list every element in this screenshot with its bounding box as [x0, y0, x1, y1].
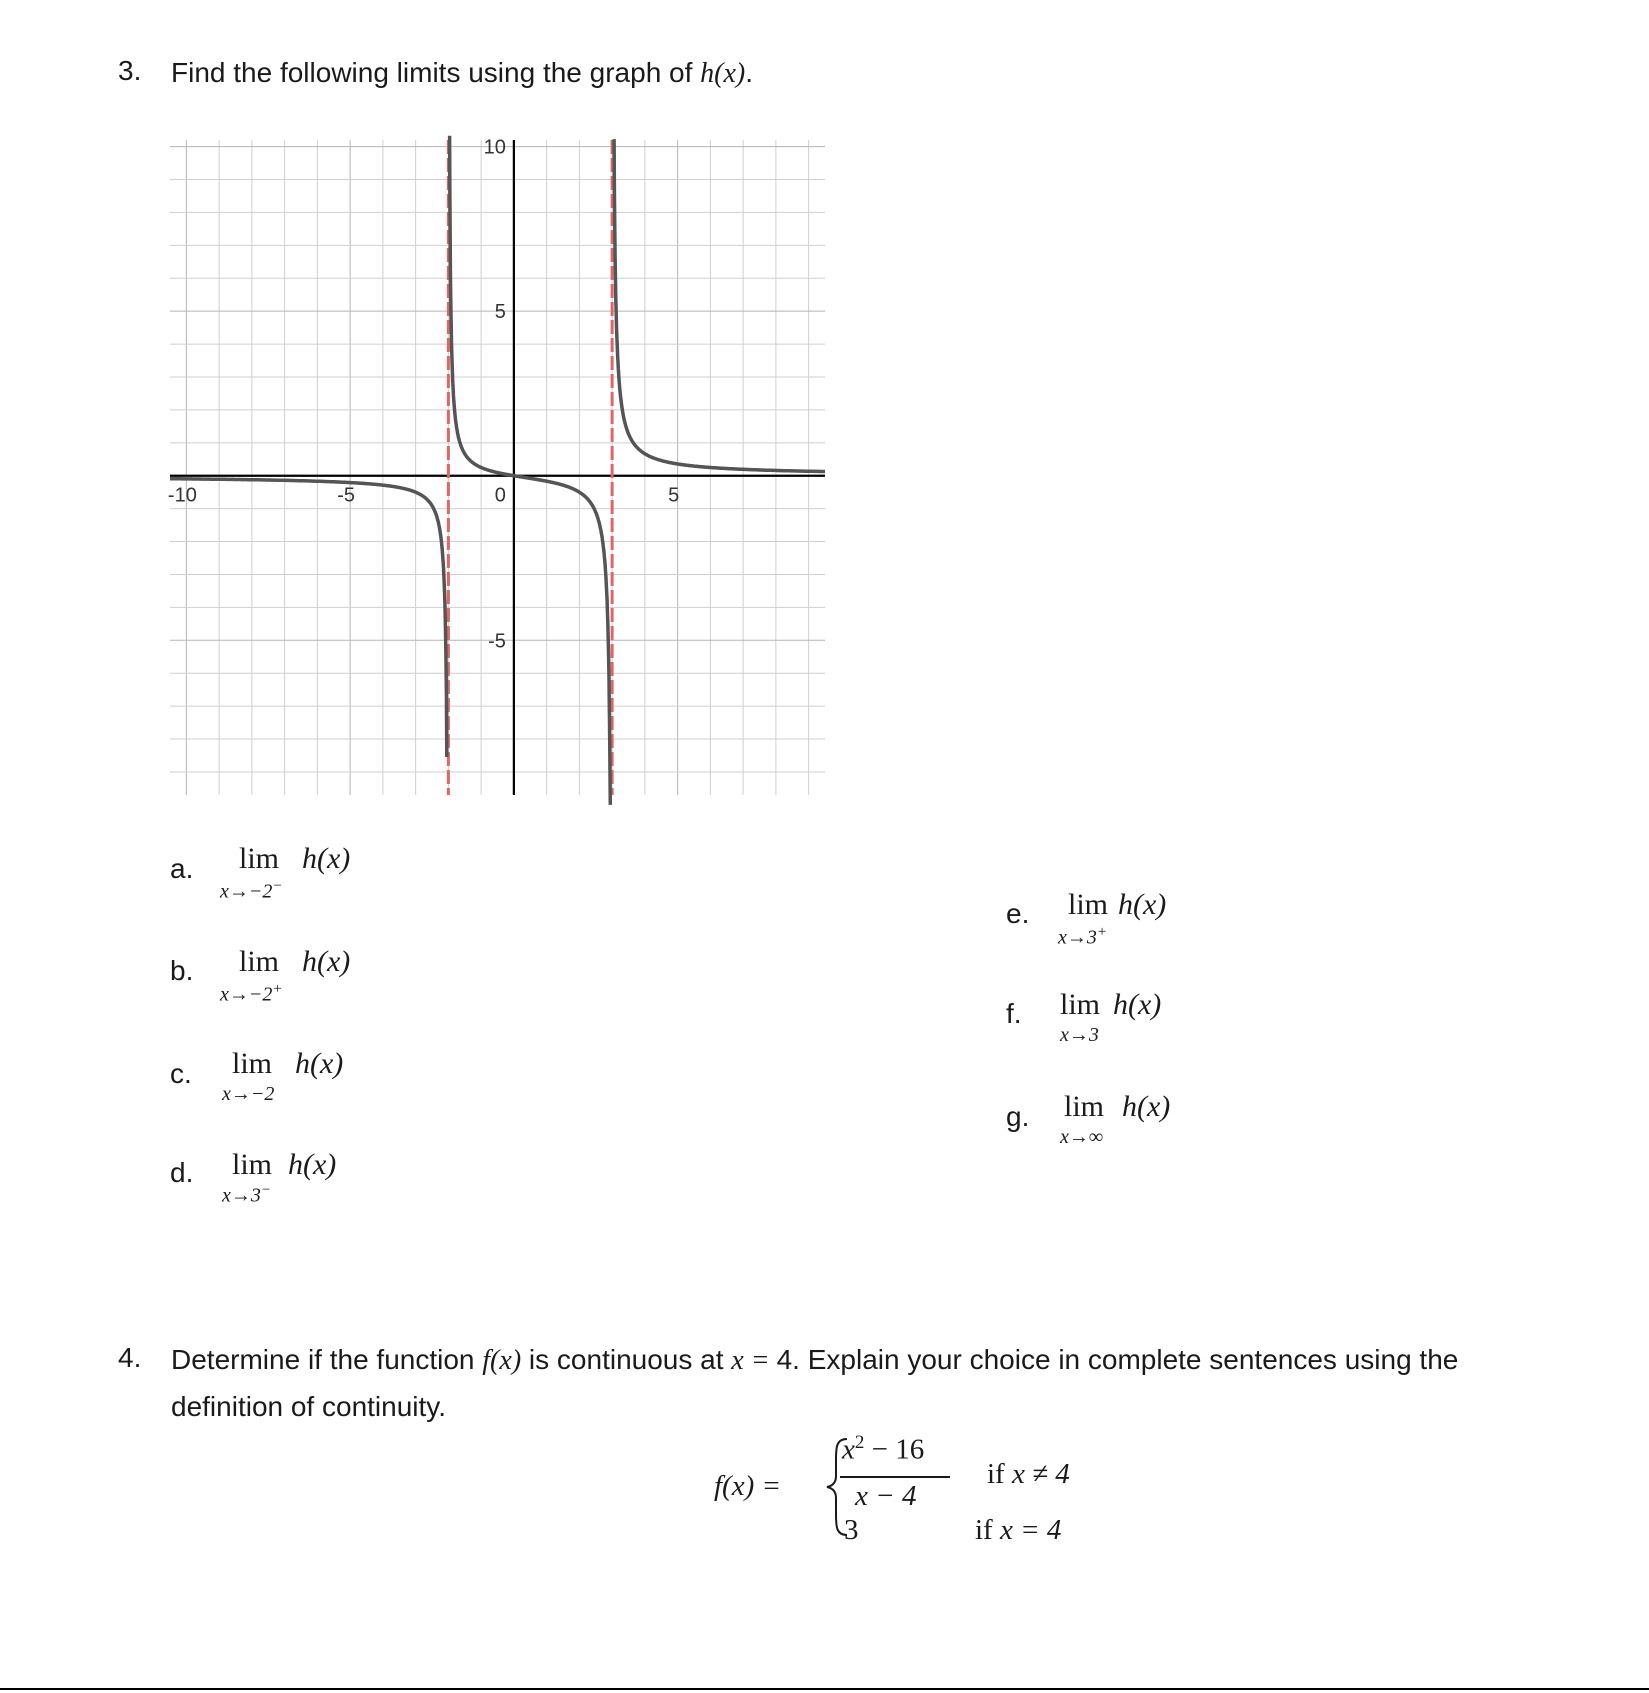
part-d-label: d. — [170, 1157, 194, 1188]
piecewise-case-1-condition — [987, 1458, 1070, 1491]
part-b-label: b. — [170, 955, 194, 986]
piecewise-lhs: f(x) = — [714, 1470, 782, 1502]
limit-graph — [160, 130, 830, 810]
limit-d-lim: lim — [232, 1148, 273, 1181]
limit-a-function: h(x) — [302, 842, 351, 875]
piecewise-case-2-value: 3 — [844, 1514, 859, 1546]
limit-g-sub-text: x→∞ — [1060, 1126, 1104, 1148]
part-a-label: a. — [170, 853, 194, 884]
page-bottom-rule — [0, 1688, 1649, 1690]
piecewise-numerator — [842, 1432, 924, 1467]
limit-c-function: h(x) — [295, 1047, 344, 1080]
piecewise-numerator-rest: − 16 — [864, 1433, 925, 1466]
piecewise-case-1-expr: x ≠ 4 — [1011, 1458, 1070, 1490]
y-tick-label: 5 — [494, 301, 506, 324]
x-tick-label: 5 — [668, 484, 680, 507]
function-curve-branch — [450, 136, 611, 805]
limit-f-function: h(x) — [1113, 988, 1162, 1021]
y-tick-label: 10 — [483, 136, 506, 159]
limit-f-lim: lim — [1060, 988, 1101, 1021]
x-tick-label: -5 — [337, 484, 356, 507]
x-tick-label: 0 — [494, 484, 506, 507]
question-3-prompt-text: Find the following limits using the graph of — [171, 57, 693, 88]
limit-c-sub-text: x→−2 — [222, 1083, 275, 1105]
piecewise-numerator-base: x — [842, 1433, 855, 1466]
piecewise-case-1-if: if — [987, 1458, 1005, 1490]
y-tick-label: -5 — [488, 630, 506, 653]
question-3-period: . — [745, 57, 754, 88]
piecewise-denominator: x − 4 — [855, 1480, 917, 1512]
limit-a-lim: lim — [239, 842, 280, 875]
part-f-label: f. — [1006, 998, 1022, 1029]
question-4-text-2: is continuous at — [528, 1344, 724, 1375]
question-4-text-3: 4. Explain your choice in complete sentences using the — [776, 1344, 1459, 1375]
part-e-label: e. — [1006, 898, 1030, 929]
question-4-text-1: Determine if the function — [171, 1344, 475, 1375]
limit-b-subscript — [220, 981, 283, 1007]
limit-b-sup: + — [272, 981, 283, 997]
function-curve-branch — [614, 139, 825, 471]
limit-e-lim: lim — [1068, 888, 1109, 921]
limit-b-lim: lim — [239, 945, 280, 978]
part-c-label: c. — [170, 1058, 192, 1089]
limit-f-sub-text: x→3 — [1060, 1024, 1099, 1046]
limit-c-subscript — [222, 1083, 274, 1106]
question-4-condition: x = — [731, 1345, 777, 1376]
question-3-function: h(x) — [700, 58, 746, 89]
question-4-number: 4. — [118, 1342, 142, 1373]
limit-g-lim: lim — [1064, 1090, 1105, 1123]
limit-g-subscript — [1060, 1126, 1103, 1149]
piecewise-case-2-if: if — [975, 1514, 993, 1546]
question-3-prompt — [171, 50, 753, 97]
limit-e-function: h(x) — [1118, 888, 1167, 921]
limit-e-sub-text: x→3 — [1058, 926, 1097, 949]
question-4-line-2: definition of continuity. — [171, 1391, 446, 1422]
piecewise-fraction-bar — [840, 1476, 950, 1478]
limit-e-sup: + — [1096, 924, 1108, 940]
piecewise-case-2-condition — [975, 1514, 1061, 1547]
limit-a-sup: − — [272, 878, 283, 894]
question-4-text — [171, 1337, 1611, 1430]
limit-c-lim: lim — [232, 1047, 273, 1080]
limit-b-sub-text: x→−2 — [220, 983, 273, 1006]
limit-e-subscript — [1058, 924, 1107, 950]
limit-a-sub-text: x→−2 — [220, 880, 273, 903]
limit-a-subscript — [220, 878, 283, 904]
limit-f-subscript — [1060, 1024, 1099, 1047]
limit-g-function: h(x) — [1122, 1090, 1171, 1123]
piecewise-numerator-exponent: 2 — [854, 1432, 865, 1453]
limit-d-function: h(x) — [288, 1148, 337, 1181]
part-g-label: g. — [1006, 1101, 1030, 1132]
limit-b-function: h(x) — [302, 945, 351, 978]
piecewise-case-2-expr: x = 4 — [999, 1514, 1062, 1546]
question-4-line-1 — [171, 1337, 1611, 1384]
limit-d-sub-text: x→3 — [222, 1184, 261, 1207]
function-curve-branch — [167, 479, 447, 757]
question-4-function: f(x) — [482, 1345, 522, 1376]
question-3-number: 3. — [118, 55, 142, 86]
x-tick-label: -10 — [167, 484, 197, 507]
limit-d-sup: − — [260, 1182, 272, 1198]
limit-d-subscript — [222, 1182, 271, 1208]
